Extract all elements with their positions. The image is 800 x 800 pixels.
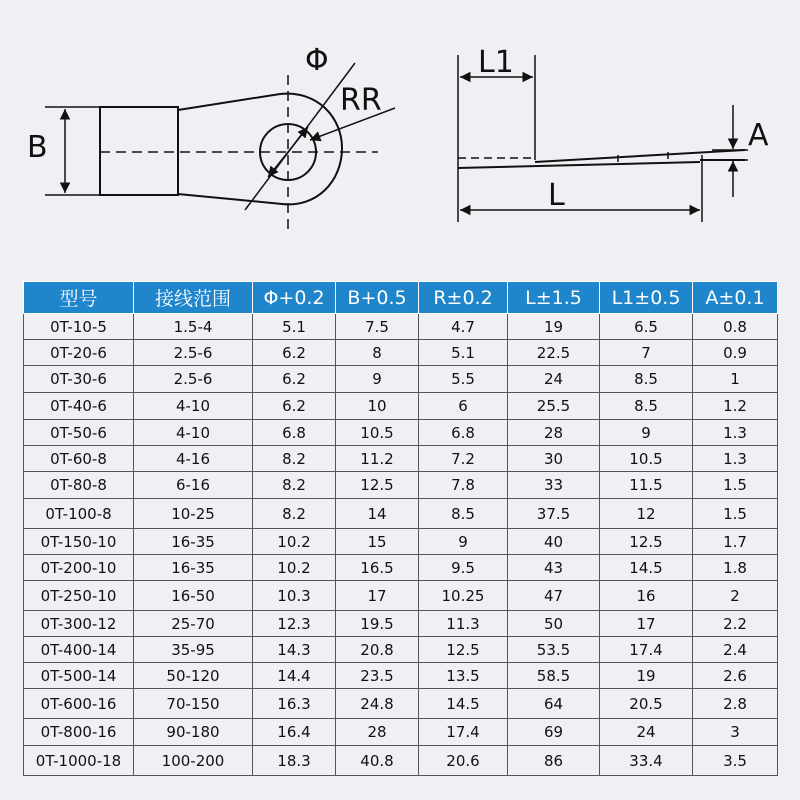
cell-phi: 14.3: [253, 637, 336, 663]
cell-l1: 6.5: [600, 314, 693, 340]
cell-r: 8.5: [419, 499, 508, 529]
cell-l1: 20.5: [600, 689, 693, 719]
cell-r: 5.1: [419, 340, 508, 366]
table-row: [24, 420, 778, 446]
cell-a: 0.9: [693, 340, 778, 366]
label-l1: L1: [478, 45, 514, 80]
cell-l: 50: [508, 611, 600, 637]
cell-r: 9: [419, 529, 508, 555]
cell-r: 17.4: [419, 719, 508, 746]
cell-model: 0T-40-6: [24, 393, 134, 420]
cell-wire-range: 4-10: [134, 420, 253, 446]
cell-wire-range: 2.5-6: [134, 340, 253, 366]
cell-r: 6.8: [419, 420, 508, 446]
table-row: [24, 393, 778, 420]
table-row: [24, 472, 778, 499]
cell-phi: 14.4: [253, 663, 336, 689]
cell-l1: 16: [600, 581, 693, 611]
cell-model: 0T-500-14: [24, 663, 134, 689]
cell-r: 12.5: [419, 637, 508, 663]
cell-phi: 16.4: [253, 719, 336, 746]
cell-a: 1.5: [693, 499, 778, 529]
cell-wire-range: 1.5-4: [134, 314, 253, 340]
cell-wire-range: 25-70: [134, 611, 253, 637]
cell-b: 28: [336, 719, 419, 746]
cell-model: 0T-600-16: [24, 689, 134, 719]
cell-r: 7.2: [419, 446, 508, 472]
cell-r: 6: [419, 393, 508, 420]
table-row: [24, 314, 778, 340]
column-header-model: 型号: [24, 282, 134, 314]
cell-wire-range: 16-35: [134, 529, 253, 555]
cell-l: 24: [508, 366, 600, 393]
cell-phi: 6.2: [253, 340, 336, 366]
cell-phi: 6.8: [253, 420, 336, 446]
cell-l1: 19: [600, 663, 693, 689]
cell-l1: 17.4: [600, 637, 693, 663]
cell-l: 53.5: [508, 637, 600, 663]
cell-model: 0T-100-8: [24, 499, 134, 529]
cell-b: 7.5: [336, 314, 419, 340]
cell-a: 1.2: [693, 393, 778, 420]
cell-r: 10.25: [419, 581, 508, 611]
cell-b: 14: [336, 499, 419, 529]
side-view: [458, 55, 748, 222]
cell-l1: 10.5: [600, 446, 693, 472]
table-row: [24, 555, 778, 581]
cell-l: 19: [508, 314, 600, 340]
cell-phi: 8.2: [253, 446, 336, 472]
label-a: A: [748, 118, 769, 153]
cell-l: 86: [508, 746, 600, 776]
cell-r: 13.5: [419, 663, 508, 689]
cell-model: 0T-250-10: [24, 581, 134, 611]
cell-b: 12.5: [336, 472, 419, 499]
cell-l1: 24: [600, 719, 693, 746]
cell-wire-range: 35-95: [134, 637, 253, 663]
cell-l: 28: [508, 420, 600, 446]
header-row: [24, 282, 778, 314]
cell-wire-range: 6-16: [134, 472, 253, 499]
cell-r: 11.3: [419, 611, 508, 637]
cell-r: 20.6: [419, 746, 508, 776]
cell-l: 47: [508, 581, 600, 611]
cell-r: 5.5: [419, 366, 508, 393]
cell-l: 64: [508, 689, 600, 719]
cell-a: 3.5: [693, 746, 778, 776]
table-row: [24, 499, 778, 529]
cell-b: 9: [336, 366, 419, 393]
cell-a: 3: [693, 719, 778, 746]
table-row: [24, 689, 778, 719]
cell-phi: 5.1: [253, 314, 336, 340]
cell-wire-range: 10-25: [134, 499, 253, 529]
technical-drawing: [0, 0, 800, 262]
barrel-outline: [100, 107, 178, 195]
cell-phi: 10.2: [253, 555, 336, 581]
table-row: [24, 529, 778, 555]
cell-b: 10: [336, 393, 419, 420]
cell-wire-range: 2.5-6: [134, 366, 253, 393]
cell-phi: 6.2: [253, 366, 336, 393]
cell-l: 30: [508, 446, 600, 472]
cell-r: 9.5: [419, 555, 508, 581]
lug-drawing-svg: [0, 0, 800, 262]
cell-b: 8: [336, 340, 419, 366]
cell-l: 33: [508, 472, 600, 499]
cell-l1: 8.5: [600, 366, 693, 393]
table-row: [24, 719, 778, 746]
label-phi: Φ: [305, 43, 329, 78]
cell-model: 0T-800-16: [24, 719, 134, 746]
cell-wire-range: 70-150: [134, 689, 253, 719]
cell-wire-range: 100-200: [134, 746, 253, 776]
cell-b: 11.2: [336, 446, 419, 472]
cell-r: 7.8: [419, 472, 508, 499]
cell-wire-range: 4-16: [134, 446, 253, 472]
column-header-phi: Φ+0.2: [253, 282, 336, 314]
cell-model: 0T-50-6: [24, 420, 134, 446]
cell-model: 0T-150-10: [24, 529, 134, 555]
cell-l1: 7: [600, 340, 693, 366]
cell-l: 69: [508, 719, 600, 746]
label-l: L: [548, 178, 565, 213]
cell-model: 0T-400-14: [24, 637, 134, 663]
cell-a: 2: [693, 581, 778, 611]
cell-model: 0T-60-8: [24, 446, 134, 472]
cell-model: 0T-20-6: [24, 340, 134, 366]
cell-model: 0T-10-5: [24, 314, 134, 340]
column-header-r: R±0.2: [419, 282, 508, 314]
cell-l1: 12: [600, 499, 693, 529]
barrel-bottom-edge: [458, 162, 700, 168]
cell-l: 40: [508, 529, 600, 555]
cell-model: 0T-1000-18: [24, 746, 134, 776]
table-row: [24, 366, 778, 393]
cell-phi: 8.2: [253, 472, 336, 499]
column-header-b: B+0.5: [336, 282, 419, 314]
cell-wire-range: 16-50: [134, 581, 253, 611]
column-header-a: A±0.1: [693, 282, 778, 314]
column-header-l1: L1±0.5: [600, 282, 693, 314]
cell-a: 1.5: [693, 472, 778, 499]
cell-b: 15: [336, 529, 419, 555]
label-rr: RR: [340, 83, 382, 118]
table-row: [24, 746, 778, 776]
cell-a: 1.8: [693, 555, 778, 581]
table-row: [24, 340, 778, 366]
cell-r: 14.5: [419, 689, 508, 719]
cell-a: 0.8: [693, 314, 778, 340]
cell-l1: 14.5: [600, 555, 693, 581]
cell-phi: 18.3: [253, 746, 336, 776]
cell-b: 23.5: [336, 663, 419, 689]
cell-l: 58.5: [508, 663, 600, 689]
cell-a: 1: [693, 366, 778, 393]
cell-wire-range: 50-120: [134, 663, 253, 689]
cell-model: 0T-200-10: [24, 555, 134, 581]
cell-model: 0T-300-12: [24, 611, 134, 637]
spec-table: [23, 281, 778, 776]
cell-a: 2.8: [693, 689, 778, 719]
cell-phi: 8.2: [253, 499, 336, 529]
table-row: [24, 446, 778, 472]
cell-l: 25.5: [508, 393, 600, 420]
cell-l: 43: [508, 555, 600, 581]
spec-table-body: [24, 314, 778, 776]
cell-phi: 6.2: [253, 393, 336, 420]
cell-b: 10.5: [336, 420, 419, 446]
cell-a: 1.3: [693, 446, 778, 472]
cell-l: 37.5: [508, 499, 600, 529]
cell-model: 0T-80-8: [24, 472, 134, 499]
cell-b: 20.8: [336, 637, 419, 663]
cell-wire-range: 4-10: [134, 393, 253, 420]
cell-phi: 12.3: [253, 611, 336, 637]
cell-b: 40.8: [336, 746, 419, 776]
cell-a: 2.2: [693, 611, 778, 637]
cell-phi: 10.2: [253, 529, 336, 555]
cell-b: 19.5: [336, 611, 419, 637]
cell-model: 0T-30-6: [24, 366, 134, 393]
column-header-wire-range: 接线范围: [134, 282, 253, 314]
cell-a: 1.3: [693, 420, 778, 446]
cell-wire-range: 16-35: [134, 555, 253, 581]
cell-phi: 16.3: [253, 689, 336, 719]
spec-table-head: [24, 282, 778, 314]
cell-l1: 11.5: [600, 472, 693, 499]
cell-phi: 10.3: [253, 581, 336, 611]
cell-a: 1.7: [693, 529, 778, 555]
cell-l1: 33.4: [600, 746, 693, 776]
cell-l: 22.5: [508, 340, 600, 366]
label-b: B: [27, 130, 48, 165]
cell-l1: 12.5: [600, 529, 693, 555]
table-row: [24, 581, 778, 611]
cell-b: 17: [336, 581, 419, 611]
column-header-l: L±1.5: [508, 282, 600, 314]
cell-l1: 17: [600, 611, 693, 637]
table-row: [24, 663, 778, 689]
cell-a: 2.6: [693, 663, 778, 689]
cell-l1: 9: [600, 420, 693, 446]
table-row: [24, 637, 778, 663]
cell-b: 24.8: [336, 689, 419, 719]
cell-r: 4.7: [419, 314, 508, 340]
cell-a: 2.4: [693, 637, 778, 663]
cell-b: 16.5: [336, 555, 419, 581]
cell-wire-range: 90-180: [134, 719, 253, 746]
cell-l1: 8.5: [600, 393, 693, 420]
table-row: [24, 611, 778, 637]
